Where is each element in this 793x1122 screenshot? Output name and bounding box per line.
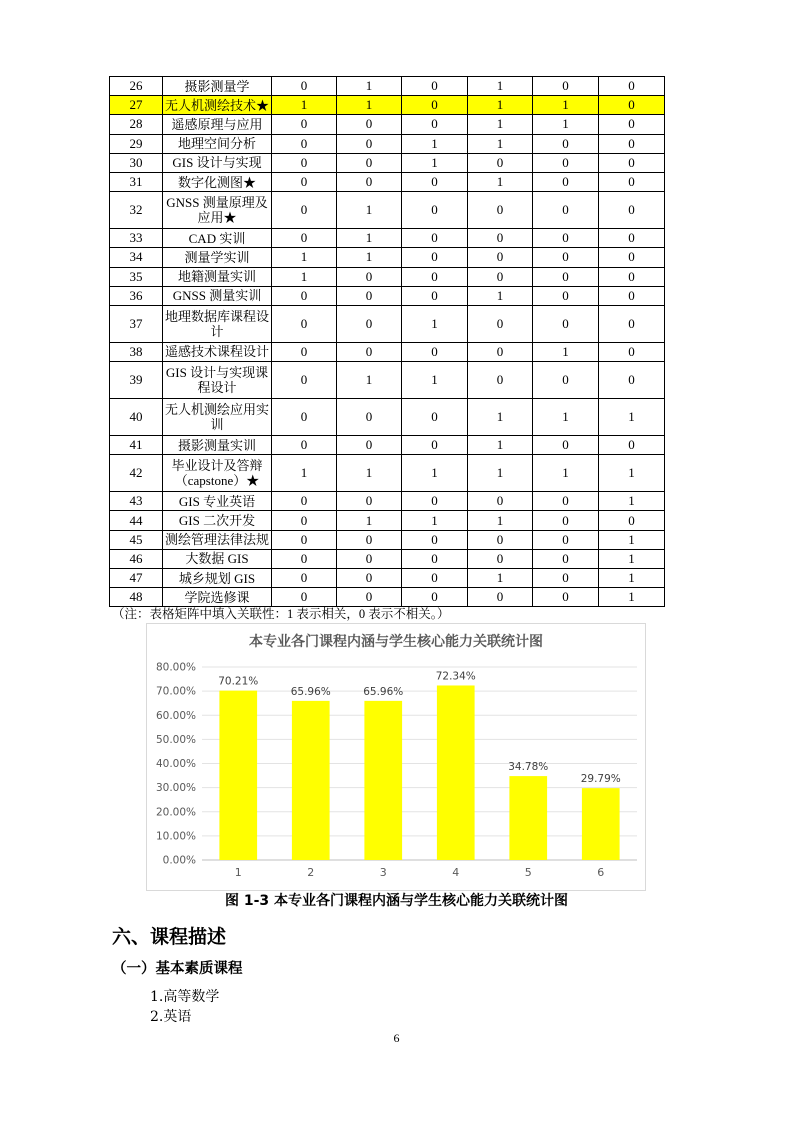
course-name-cell: 无人机测绘技术★ (163, 96, 272, 115)
ability-value-cell: 0 (599, 248, 665, 267)
chart-area (146, 623, 646, 891)
table-row (110, 115, 665, 134)
y-tick-label: 20.00% (155, 806, 196, 819)
bar (437, 685, 475, 860)
course-name-cell: 大数据 GIS (163, 549, 272, 568)
chart-title: 本专业各门课程内涵与学生核心能力关联统计图 (249, 634, 543, 650)
bar (292, 701, 330, 860)
ability-value-cell: 0 (468, 342, 533, 361)
ability-value-cell: 0 (272, 229, 337, 248)
ability-value-cell: 0 (402, 492, 468, 511)
course-list-item: 1.高等数学 (150, 989, 220, 1005)
ability-value-cell: 1 (468, 96, 533, 115)
ability-value-cell: 0 (337, 172, 402, 191)
bar (364, 701, 402, 860)
y-tick-label: 30.00% (155, 782, 196, 795)
row-number-cell: 41 (110, 436, 163, 455)
ability-value-cell: 0 (337, 134, 402, 153)
ability-value-cell: 1 (533, 96, 599, 115)
ability-value-cell: 0 (599, 342, 665, 361)
table-row (110, 134, 665, 153)
ability-value-cell: 0 (468, 229, 533, 248)
ability-value-cell: 1 (337, 248, 402, 267)
row-number-cell: 30 (110, 153, 163, 172)
ability-value-cell: 0 (272, 549, 337, 568)
ability-value-cell: 0 (533, 569, 599, 588)
course-name-cell: 毕业设计及答辩（capstone）★ (163, 455, 272, 492)
table-row (110, 511, 665, 530)
ability-value-cell: 0 (599, 96, 665, 115)
table-row (110, 436, 665, 455)
table-row (110, 96, 665, 115)
ability-value-cell: 0 (272, 588, 337, 607)
ability-value-cell: 0 (468, 492, 533, 511)
ability-value-cell: 0 (533, 134, 599, 153)
row-number-cell: 48 (110, 588, 163, 607)
table-row (110, 569, 665, 588)
ability-value-cell: 1 (402, 305, 468, 342)
ability-value-cell: 0 (533, 172, 599, 191)
bar (509, 776, 547, 860)
course-name-cell: GIS 二次开发 (163, 511, 272, 530)
ability-value-cell: 1 (599, 492, 665, 511)
ability-value-cell: 0 (402, 530, 468, 549)
ability-value-cell: 0 (272, 436, 337, 455)
ability-value-cell: 0 (599, 229, 665, 248)
table-row (110, 286, 665, 305)
row-number-cell: 35 (110, 267, 163, 286)
ability-value-cell: 1 (468, 455, 533, 492)
table-note: （注：表格矩阵中填入关联性：1 表示相关，0 表示不相关。） (112, 607, 450, 621)
ability-value-cell: 1 (468, 115, 533, 134)
y-tick-label: 70.00% (155, 685, 196, 698)
ability-value-cell: 0 (533, 305, 599, 342)
x-tick-label: 6 (597, 866, 605, 879)
page-number: 6 (393, 1031, 400, 1045)
table-row (110, 153, 665, 172)
ability-value-cell: 0 (272, 530, 337, 549)
ability-value-cell: 1 (533, 342, 599, 361)
ability-value-cell: 1 (337, 362, 402, 399)
ability-value-cell: 0 (337, 267, 402, 286)
ability-value-cell: 1 (468, 399, 533, 436)
ability-value-cell: 1 (468, 511, 533, 530)
ability-value-cell: 0 (337, 492, 402, 511)
table-row (110, 362, 665, 399)
course-name-cell: 遥感技术课程设计 (163, 342, 272, 361)
ability-value-cell: 0 (402, 399, 468, 436)
y-tick-label: 50.00% (155, 733, 196, 746)
x-tick-label: 4 (452, 866, 460, 879)
ability-value-cell: 0 (533, 286, 599, 305)
ability-value-cell: 0 (599, 172, 665, 191)
ability-value-cell: 0 (337, 305, 402, 342)
ability-value-cell: 0 (402, 248, 468, 267)
ability-value-cell: 1 (337, 96, 402, 115)
ability-value-cell: 0 (402, 229, 468, 248)
ability-value-cell: 0 (599, 511, 665, 530)
ability-value-cell: 1 (599, 588, 665, 607)
data-label: 65.96% (290, 685, 331, 698)
course-name-cell: 遥感原理与应用 (163, 115, 272, 134)
table-row (110, 248, 665, 267)
ability-value-cell: 0 (533, 192, 599, 229)
ability-value-cell: 0 (272, 362, 337, 399)
ability-value-cell: 0 (272, 399, 337, 436)
ability-value-cell: 0 (272, 305, 337, 342)
ability-value-cell: 0 (337, 399, 402, 436)
bar-chart (147, 624, 645, 890)
course-name-cell: 地籍测量实训 (163, 267, 272, 286)
x-tick-label: 5 (524, 866, 532, 879)
ability-value-cell: 1 (599, 569, 665, 588)
ability-value-cell: 0 (272, 342, 337, 361)
x-tick-label: 1 (234, 866, 242, 879)
data-label: 34.78% (508, 761, 549, 774)
course-name-cell: 地理数据库课程设计 (163, 305, 272, 342)
ability-value-cell: 1 (468, 134, 533, 153)
course-name-cell: 数字化测图★ (163, 172, 272, 191)
course-name-cell: 无人机测绘应用实训 (163, 399, 272, 436)
ability-value-cell: 0 (533, 530, 599, 549)
ability-value-cell: 0 (337, 342, 402, 361)
ability-value-cell: 0 (272, 172, 337, 191)
ability-value-cell: 0 (272, 192, 337, 229)
ability-value-cell: 0 (533, 362, 599, 399)
course-list-item: 2.英语 (150, 1009, 192, 1025)
ability-value-cell: 0 (402, 96, 468, 115)
ability-value-cell: 0 (533, 153, 599, 172)
table-row (110, 455, 665, 492)
ability-value-cell: 0 (337, 436, 402, 455)
ability-value-cell: 0 (468, 549, 533, 568)
data-label: 29.79% (580, 773, 621, 786)
ability-value-cell: 0 (468, 362, 533, 399)
ability-value-cell: 0 (468, 267, 533, 286)
course-name-cell: 城乡规划 GIS (163, 569, 272, 588)
ability-value-cell: 0 (402, 267, 468, 286)
table-row (110, 267, 665, 286)
ability-value-cell: 0 (599, 286, 665, 305)
y-tick-label: 40.00% (155, 758, 196, 770)
ability-value-cell: 0 (337, 530, 402, 549)
course-name-cell: GNSS 测量实训 (163, 286, 272, 305)
course-name-cell: 学院选修课 (163, 588, 272, 607)
ability-value-cell: 0 (533, 267, 599, 286)
course-ability-table (109, 76, 665, 607)
ability-value-cell: 0 (599, 267, 665, 286)
ability-value-cell: 0 (599, 192, 665, 229)
ability-value-cell: 1 (468, 172, 533, 191)
course-name-cell: GIS 专业英语 (163, 492, 272, 511)
ability-value-cell: 1 (337, 511, 402, 530)
table-row (110, 399, 665, 436)
row-number-cell: 43 (110, 492, 163, 511)
ability-value-cell: 0 (337, 153, 402, 172)
ability-value-cell: 0 (468, 530, 533, 549)
ability-value-cell: 1 (337, 77, 402, 96)
row-number-cell: 46 (110, 549, 163, 568)
course-name-cell: CAD 实训 (163, 229, 272, 248)
figure-caption: 图 1-3 本专业各门课程内涵与学生核心能力关联统计图 (224, 893, 569, 909)
table-row (110, 192, 665, 229)
row-number-cell: 42 (110, 455, 163, 492)
ability-value-cell: 0 (272, 115, 337, 134)
course-name-cell: GIS 设计与实现 (163, 153, 272, 172)
ability-value-cell: 0 (337, 286, 402, 305)
ability-value-cell: 1 (402, 153, 468, 172)
ability-value-cell: 0 (468, 192, 533, 229)
ability-value-cell: 0 (533, 549, 599, 568)
course-name-cell: 测量学实训 (163, 248, 272, 267)
table-row (110, 549, 665, 568)
ability-value-cell: 0 (533, 588, 599, 607)
ability-value-cell: 0 (402, 342, 468, 361)
y-tick-label: 10.00% (155, 830, 196, 843)
ability-value-cell: 1 (337, 455, 402, 492)
ability-value-cell: 0 (533, 436, 599, 455)
ability-value-cell: 0 (402, 569, 468, 588)
x-tick-label: 2 (307, 866, 315, 879)
ability-value-cell: 1 (468, 286, 533, 305)
row-number-cell: 32 (110, 192, 163, 229)
ability-value-cell: 1 (402, 134, 468, 153)
ability-value-cell: 0 (533, 229, 599, 248)
ability-value-cell: 0 (468, 153, 533, 172)
row-number-cell: 40 (110, 399, 163, 436)
ability-value-cell: 0 (533, 511, 599, 530)
table-row (110, 77, 665, 96)
table-row (110, 229, 665, 248)
ability-value-cell: 1 (468, 77, 533, 96)
ability-value-cell: 0 (337, 115, 402, 134)
course-name-cell: GIS 设计与实现课程设计 (163, 362, 272, 399)
row-number-cell: 33 (110, 229, 163, 248)
bar (219, 691, 257, 860)
course-name-cell: 摄影测量实训 (163, 436, 272, 455)
ability-value-cell: 0 (337, 569, 402, 588)
ability-value-cell: 1 (599, 530, 665, 549)
row-number-cell: 44 (110, 511, 163, 530)
ability-value-cell: 0 (272, 492, 337, 511)
ability-value-cell: 1 (599, 455, 665, 492)
ability-value-cell: 0 (599, 134, 665, 153)
table-row (110, 530, 665, 549)
ability-value-cell: 0 (272, 511, 337, 530)
table-row (110, 342, 665, 361)
row-number-cell: 31 (110, 172, 163, 191)
ability-value-cell: 0 (272, 134, 337, 153)
course-name-cell: 摄影测量学 (163, 77, 272, 96)
row-number-cell: 47 (110, 569, 163, 588)
ability-value-cell: 0 (533, 492, 599, 511)
row-number-cell: 38 (110, 342, 163, 361)
ability-value-cell: 0 (272, 77, 337, 96)
row-number-cell: 34 (110, 248, 163, 267)
row-number-cell: 36 (110, 286, 163, 305)
y-tick-label: 80.00% (155, 661, 196, 674)
row-number-cell: 27 (110, 96, 163, 115)
ability-value-cell: 1 (402, 455, 468, 492)
ability-value-cell: 0 (272, 569, 337, 588)
ability-value-cell: 1 (337, 192, 402, 229)
ability-value-cell: 1 (533, 115, 599, 134)
ability-value-cell: 0 (599, 115, 665, 134)
course-name-cell: GNSS 测量原理及应用★ (163, 192, 272, 229)
ability-value-cell: 1 (272, 455, 337, 492)
ability-value-cell: 0 (272, 286, 337, 305)
ability-value-cell: 1 (533, 399, 599, 436)
data-label: 72.34% (435, 670, 476, 683)
y-tick-label: 0.00% (162, 854, 196, 867)
ability-value-cell: 0 (402, 172, 468, 191)
ability-value-cell: 1 (599, 549, 665, 568)
table-row (110, 172, 665, 191)
y-tick-label: 60.00% (155, 709, 196, 722)
ability-value-cell: 0 (599, 362, 665, 399)
row-number-cell: 39 (110, 362, 163, 399)
ability-value-cell: 1 (272, 248, 337, 267)
ability-value-cell: 1 (272, 267, 337, 286)
ability-value-cell: 0 (468, 248, 533, 267)
ability-value-cell: 1 (468, 436, 533, 455)
ability-value-cell: 0 (402, 286, 468, 305)
ability-value-cell: 0 (468, 588, 533, 607)
row-number-cell: 45 (110, 530, 163, 549)
ability-value-cell: 0 (599, 77, 665, 96)
subsection-title: （一）基本素质课程 (112, 961, 243, 977)
row-number-cell: 28 (110, 115, 163, 134)
ability-value-cell: 1 (337, 229, 402, 248)
ability-value-cell: 0 (533, 248, 599, 267)
row-number-cell: 26 (110, 77, 163, 96)
ability-value-cell: 0 (599, 436, 665, 455)
ability-value-cell: 0 (272, 153, 337, 172)
ability-value-cell: 0 (402, 192, 468, 229)
ability-value-cell: 0 (533, 77, 599, 96)
ability-value-cell: 1 (272, 96, 337, 115)
ability-value-cell: 0 (599, 153, 665, 172)
ability-value-cell: 0 (402, 549, 468, 568)
ability-value-cell: 0 (402, 436, 468, 455)
ability-value-cell: 0 (599, 305, 665, 342)
ability-value-cell: 0 (468, 305, 533, 342)
section-title: 六、课程描述 (112, 926, 227, 948)
ability-value-cell: 0 (337, 588, 402, 607)
ability-value-cell: 1 (402, 511, 468, 530)
ability-value-cell: 1 (468, 569, 533, 588)
ability-value-cell: 0 (402, 588, 468, 607)
course-name-cell: 测绘管理法律法规 (163, 530, 272, 549)
row-number-cell: 37 (110, 305, 163, 342)
ability-value-cell: 0 (402, 115, 468, 134)
ability-value-cell: 0 (337, 549, 402, 568)
data-label: 70.21% (218, 675, 259, 688)
bar (582, 788, 620, 860)
ability-value-cell: 0 (402, 77, 468, 96)
ability-value-cell: 1 (533, 455, 599, 492)
ability-value-cell: 1 (599, 399, 665, 436)
row-number-cell: 29 (110, 134, 163, 153)
course-name-cell: 地理空间分析 (163, 134, 272, 153)
table-row (110, 492, 665, 511)
table-row (110, 305, 665, 342)
data-label: 65.96% (363, 685, 404, 698)
ability-value-cell: 1 (402, 362, 468, 399)
x-tick-label: 3 (379, 866, 387, 879)
